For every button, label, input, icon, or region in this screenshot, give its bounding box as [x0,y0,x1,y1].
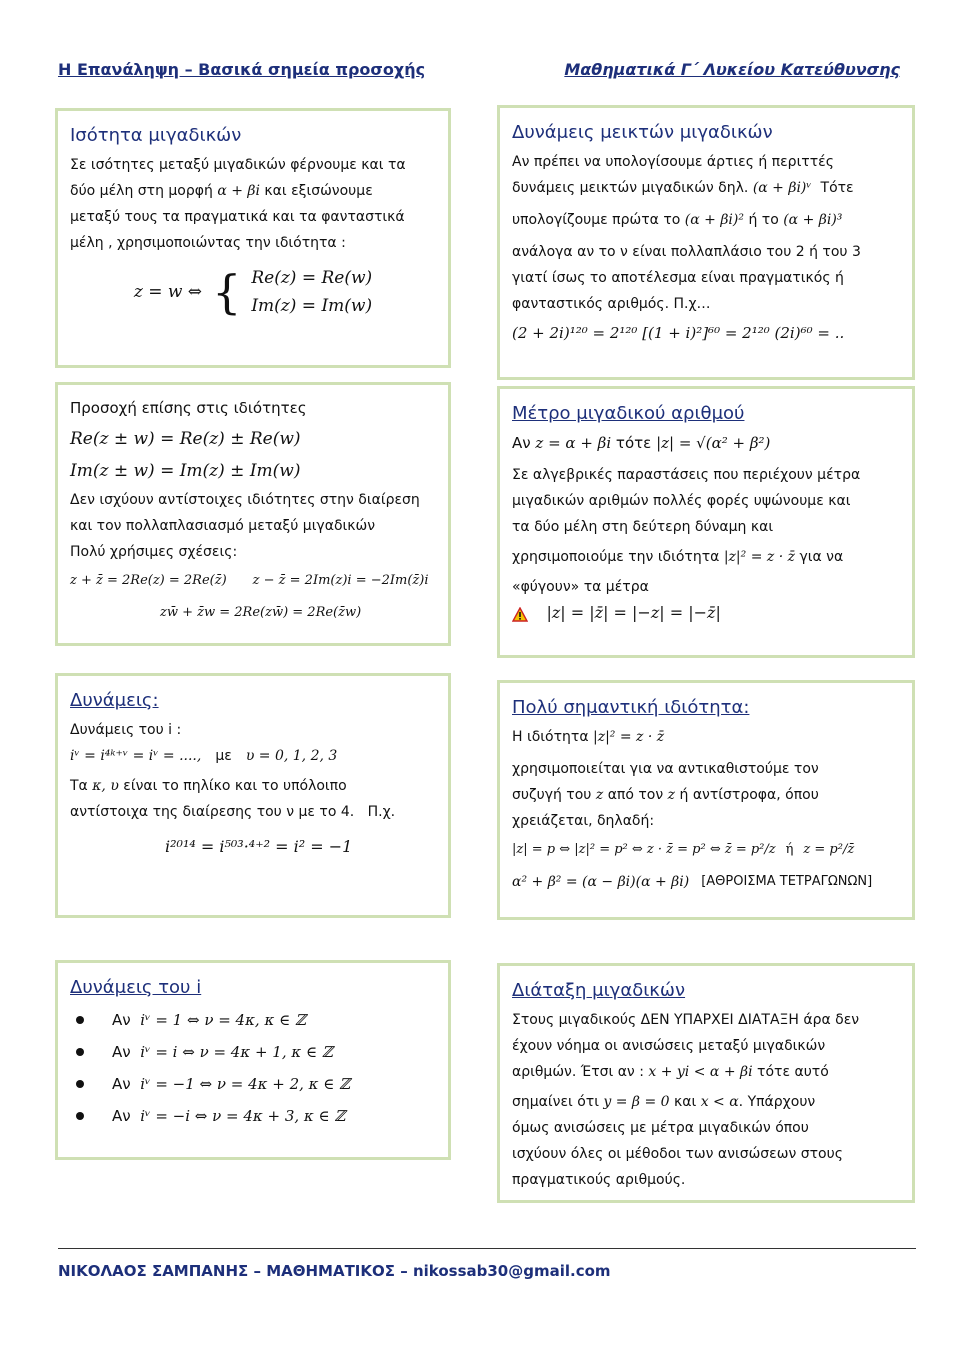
box-title: Μέτρο μιγαδικού αριθμού [512,403,745,424]
formula: zw̄ + z̄w = 2Re(zw̄) = 2Re(z̄w) [160,605,362,620]
list-item: Αν iᵛ = −i ⇔ ν = 4κ + 3, κ ∈ ℤ [70,1100,436,1132]
formula-row: |z| = |z̄| = |−z| = |−z̄| [512,600,900,627]
text-line: Στους μιγαδικούς ΔΕΝ ΥΠΑΡΧΕΙ ΔΙΑΤΑΞΗ άρα δεν [512,1012,860,1028]
text-line: χρησιμοποιείται για να αντικαθιστούμε τον [512,761,819,777]
footer-divider [58,1248,916,1249]
text-line: φανταστικός αριθμός. Π.χ… [512,296,711,312]
text-line: έχουν νόημα οι ανισώσεις μεταξύ μιγαδικών [512,1038,826,1054]
text-line: Σε ισότητες μεταξύ μιγαδικών φέρνουμε και τα [70,157,406,173]
formula: (2 + 2i)¹²⁰ = 2¹²⁰ [(1 + i)²]⁶⁰ = 2¹²⁰ (2i)⁶⁰ = .. [512,324,845,342]
text-line: σημαίνει ότι y = β = 0 και x < α. Υπάρχουν [512,1094,816,1110]
text-line: υπολογίζουμε πρώτα το (α + βi)² ή το (α + βi)³ [512,212,843,228]
box-title: Διάταξη μιγαδικών [512,980,686,1001]
box-powers [55,673,451,918]
text-line: δυνάμεις μεικτών μιγαδικών δηλ. (α + βi)ᵛ Τότε [512,180,854,196]
text-line: χρειάζεται, δηλαδή: [512,813,655,829]
text-line: και τον πολλαπλασιασμό μεταξύ μιγαδικών [70,518,376,534]
text-line: μιγαδικών αριθμών πολλές φορές υψώνουμε και [512,493,851,509]
box-title: Δυνάμεις του i [70,977,202,998]
list-item: Αν iᵛ = 1 ⇔ ν = 4κ, κ ∈ ℤ [70,1004,436,1036]
text-line: ανάλογα αν το ν είναι πολλαπλάσιο του 2 ή του 3 [512,244,861,260]
text-line: τα δύο μέλη στη δεύτερη δύναμη και [512,519,774,535]
formula-row: iᵛ = i⁴ᵏ⁺ᵛ = iᵛ = ...., με υ = 0, 1, 2, 3 [70,748,338,764]
box-ordering [497,963,915,1203]
text-line: Πολύ χρήσιμες σχέσεις: [70,544,238,560]
formula: Im(z ± w) = Im(z) ± Im(w) [70,461,301,481]
warning-icon [512,607,528,622]
box-powers-of-i [55,960,451,1160]
box-title: Ισότητα μιγαδικών [70,125,242,146]
text-line: αριθμών. Έτσι αν : x + yi < α + βi τότε αυτό [512,1064,829,1080]
powers-list [70,1004,436,1132]
text-line: συζυγή του z από τον z ή αντίστροφα, όπου [512,787,819,803]
box-important-property [497,680,915,920]
text-line: μέλη , χρησιμοποιώντας την ιδιότητα : [70,235,346,251]
header-left: Η Επανάληψη – Βασικά σημεία προσοχής [58,60,426,79]
box-mixed-powers [497,105,915,380]
formula: Re(z ± w) = Re(z) ± Re(w) [70,429,301,449]
formula-row: |z| = p ⇔ |z|² = p² ⇔ z · z̄ = p² ⇔ z̄ = p²/z ή z = p²/z̄ [512,842,855,857]
box-title: Πολύ σημαντική ιδιότητα: [512,697,750,718]
text-line: γιατί ίσως το αποτέλεσμα είναι πραγματικός ή [512,270,844,286]
formula: i²⁰¹⁴ = i⁵⁰³·⁴⁺² = i² = −1 [165,837,353,856]
formula-row: z + z̄ = 2Re(z) = 2Re(z̄) z − z̄ = 2Im(z)i = −2Im(z̄)i [70,573,429,588]
text-line: χρησιμοποιούμε την ιδιότητα |z|² = z · z̄ για να [512,549,844,565]
text-line: Δυνάμεις του i : [70,722,182,738]
text-line: μεταξύ τους τα πραγματικά και τα φανταστικά [70,209,405,225]
footer-text: ΝΙΚΟΛΑΟΣ ΣΑΜΠΑΝΗΣ – ΜΑΘΗΜΑΤΙΚΟΣ – nikossab30@gmail.com [58,1262,611,1280]
text-line: δύο μέλη στη μορφή α + βi και εξισώνουμε [70,183,373,199]
box-title: Δυνάμεις μεικτών μιγαδικών [512,122,773,143]
text-line: Δεν ισχύουν αντίστοιχες ιδιότητες στην διαίρεση [70,492,420,508]
list-item: Αν iᵛ = −1 ⇔ ν = 4κ + 2, κ ∈ ℤ [70,1068,436,1100]
text-line: Σε αλγεβρικές παραστάσεις που περιέχουν μέτρα [512,467,861,483]
text-line: αντίστοιχα της διαίρεσης του ν με το 4. Π.χ. [70,804,396,820]
list-item: Αν iᵛ = i ⇔ ν = 4κ + 1, κ ∈ ℤ [70,1036,436,1068]
header-right: Μαθηματικά Γ΄ Λυκείου Κατεύθυνσης [564,60,900,79]
box-title: Δυνάμεις: [70,690,159,711]
equality-system: z = w ⇔ { Re(z) = Re(w) Im(z) = Im(w) [133,265,373,319]
text-line: Τα κ, υ είναι το πηλίκο και το υπόλοιπο [70,778,347,794]
text-line: ισχύουν όλες οι μέθοδοι των ανισώσεων στους [512,1146,843,1162]
text-line: «φύγουν» τα μέτρα [512,579,649,595]
text-line: πραγματικούς αριθμούς. [512,1172,686,1188]
text-line: Αν z = α + βi τότε |z| = √(α² + β²) [512,434,771,452]
box-title: Προσοχή επίσης στις ιδιότητες [70,399,307,417]
text-line: Αν πρέπει να υπολογίσουμε άρτιες ή περιττές [512,154,834,170]
text-line: όμως ανισώσεις με μέτρα μιγαδικών όπου [512,1120,809,1136]
box-complex-equality [55,108,451,368]
formula-row: α² + β² = (α − βi)(α + βi) [ΑΘΡΟΙΣΜΑ ΤΕΤΡΑΓΩΝΩΝ] [512,874,873,890]
text-line: Η ιδιότητα |z|² = z · z̄ [512,729,665,745]
box-modulus [497,386,915,658]
box-re-im-properties [55,382,451,646]
